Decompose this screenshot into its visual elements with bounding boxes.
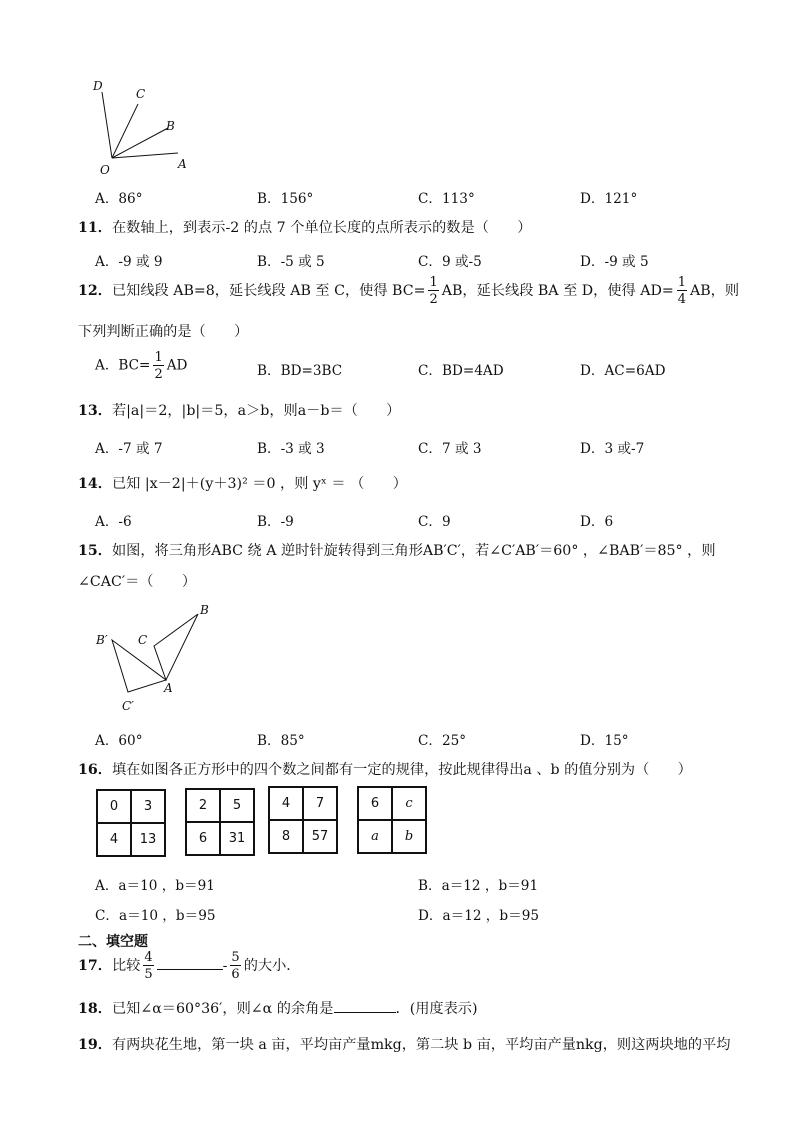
number-square-4 bbox=[357, 786, 427, 854]
cell: 0 bbox=[97, 790, 131, 823]
q16-option-b[interactable]: B．a＝12 ，b＝91 bbox=[418, 878, 539, 894]
q14-option-d[interactable]: D．6 bbox=[580, 514, 614, 530]
q12-text-2: AB，延长线段 BA 至 D，使得 AD= bbox=[441, 283, 674, 299]
q12-option-c[interactable]: C．BD=4AD bbox=[418, 363, 504, 379]
q12-line2: 下列判断正确的是（ ） bbox=[78, 324, 249, 340]
section-title: 二、填空题 bbox=[78, 934, 148, 950]
cell: a bbox=[358, 820, 392, 853]
cell: 57 bbox=[303, 820, 337, 853]
q16-stem bbox=[78, 759, 692, 779]
cell: 6 bbox=[186, 822, 220, 855]
q17-number: 17． bbox=[78, 958, 112, 974]
q13-stem bbox=[78, 400, 400, 420]
q19-text: 有两块花生地，第一块 a 亩，平均亩产量mkg，第二块 b 亩，平均亩产量nkg，则这两块地的平均 bbox=[111, 1037, 731, 1053]
angle-figure bbox=[90, 76, 200, 178]
cell: 7 bbox=[303, 787, 337, 820]
q18-text-1: 已知∠α＝60°36′，则∠α 的余角是 bbox=[111, 1001, 334, 1017]
label-c-prime: C′ bbox=[122, 699, 134, 713]
q15-option-c[interactable]: C．25° bbox=[418, 733, 467, 749]
q18-text-2: ．(用度表示) bbox=[395, 1001, 478, 1017]
label-b-prime: B′ bbox=[96, 633, 108, 647]
cell: 4 bbox=[269, 787, 303, 820]
q16-text: 填在如图各正方形中的四个数之间都有一定的规律，按此规律得出a 、b 的值分别为（ ） bbox=[111, 762, 692, 778]
q17-fraction-2: $\frac{5}{6}$ bbox=[231, 950, 240, 982]
q11-option-c[interactable]: C．9 或-5 bbox=[418, 254, 482, 270]
label-c: C bbox=[138, 633, 148, 647]
label-b: B bbox=[200, 603, 209, 617]
q12-option-a[interactable]: A．BC= $\frac{1}{2}$ AD bbox=[95, 350, 188, 382]
q18-number: 18． bbox=[78, 1001, 112, 1017]
cell: 13 bbox=[131, 823, 165, 856]
q10-option-c[interactable]: C．113° bbox=[418, 191, 475, 207]
cell: 6 bbox=[358, 787, 392, 820]
q10-option-a[interactable]: A．86° bbox=[95, 191, 143, 207]
q15-option-b[interactable]: B．85° bbox=[257, 733, 305, 749]
q16-option-c[interactable]: C．a＝10 ，b＝95 bbox=[95, 908, 216, 924]
q15-stem bbox=[78, 540, 716, 560]
q12-option-d[interactable]: D．AC=6AD bbox=[580, 363, 666, 379]
q18-stem bbox=[78, 998, 478, 1018]
q15-number: 15． bbox=[78, 543, 112, 559]
cell: 3 bbox=[131, 790, 165, 823]
q14-option-c[interactable]: C．9 bbox=[418, 514, 451, 530]
q11-option-d[interactable]: D．-9 或 5 bbox=[580, 254, 649, 270]
q19-stem bbox=[78, 1034, 730, 1054]
q13-option-b[interactable]: B．-3 或 3 bbox=[257, 441, 325, 457]
q10-option-d[interactable]: D．121° bbox=[580, 191, 638, 207]
q13-option-a[interactable]: A．-7 或 7 bbox=[95, 441, 163, 457]
q14-stem bbox=[78, 473, 407, 493]
q17-text-1: 比较 bbox=[111, 958, 141, 974]
q13-option-d[interactable]: D．3 或-7 bbox=[580, 441, 645, 457]
q12-option-b[interactable]: B．BD=3BC bbox=[257, 363, 343, 379]
cell: 2 bbox=[186, 789, 220, 822]
cell: 4 bbox=[97, 823, 131, 856]
label-d: D bbox=[93, 79, 103, 93]
label-c: C bbox=[136, 87, 146, 101]
q12-number: 12． bbox=[78, 283, 112, 299]
number-square-3 bbox=[268, 786, 338, 854]
q17-answer-blank[interactable] bbox=[157, 955, 223, 970]
cell: 31 bbox=[220, 822, 254, 855]
q19-number: 19． bbox=[78, 1037, 112, 1053]
q17-fraction-1: $\frac{4}{5}$ bbox=[144, 950, 153, 982]
q12-fraction-2: $\frac{1}{4}$ bbox=[677, 275, 687, 307]
cell: 5 bbox=[220, 789, 254, 822]
q11-option-a[interactable]: A．-9 或 9 bbox=[95, 254, 163, 270]
q15-option-d[interactable]: D．15° bbox=[580, 733, 629, 749]
q16-option-d[interactable]: D．a＝12 ，b＝95 bbox=[418, 908, 539, 924]
q13-number: 13． bbox=[78, 403, 112, 419]
q14-text: 已知 |x－2|＋(y＋3)² ＝0 ，则 yˣ ＝ （ ） bbox=[111, 476, 407, 492]
q15-line2: ∠CAC′＝（ ） bbox=[78, 574, 197, 590]
q15-text: 如图，将三角形ABC 绕 A 逆时针旋转得到三角形AB′C′，若∠C′AB′＝60° ，∠BAB′＝85° ，则 bbox=[111, 543, 716, 559]
q14-option-a[interactable]: A．-6 bbox=[95, 514, 132, 530]
label-a: A bbox=[178, 157, 187, 171]
q11-number: 11． bbox=[78, 220, 112, 236]
q13-text: 若|a|＝2，|b|＝5，a＞b，则a－b＝（ ） bbox=[111, 403, 401, 419]
number-square-1 bbox=[96, 789, 166, 857]
q11-option-b[interactable]: B．-5 或 5 bbox=[257, 254, 325, 270]
q16-number: 16． bbox=[78, 762, 112, 778]
q17-minus: - bbox=[222, 958, 228, 974]
cell: b bbox=[392, 820, 426, 853]
q11-text: 在数轴上，到表示-2 的点 7 个单位长度的点所表示的数是（ ） bbox=[111, 220, 532, 236]
q11-stem bbox=[78, 217, 531, 237]
ray-oa bbox=[112, 153, 178, 158]
cell: 8 bbox=[269, 820, 303, 853]
cell: c bbox=[392, 787, 426, 820]
q12-text-3: AB，则 bbox=[690, 283, 740, 299]
q15-option-a[interactable]: A．60° bbox=[95, 733, 143, 749]
q10-option-b[interactable]: B．156° bbox=[257, 191, 314, 207]
ray-od bbox=[102, 92, 112, 158]
q14-number: 14． bbox=[78, 476, 112, 492]
triangle-ab1c1 bbox=[112, 640, 166, 692]
label-o: O bbox=[100, 163, 110, 177]
q12-fraction-1: $\frac{1}{2}$ bbox=[429, 275, 438, 307]
triangle-abc bbox=[154, 614, 198, 680]
q17-text-2: 的大小． bbox=[243, 958, 301, 974]
label-b: B bbox=[166, 119, 175, 133]
q13-option-c[interactable]: C．7 或 3 bbox=[418, 441, 482, 457]
q12-text-1: 已知线段 AB=8，延长线段 AB 至 C，使得 BC= bbox=[111, 283, 426, 299]
triangle-figure bbox=[92, 600, 222, 720]
q17-stem bbox=[78, 951, 300, 981]
q18-answer-blank[interactable] bbox=[334, 998, 396, 1013]
ray-oc bbox=[112, 104, 138, 158]
ray-ob bbox=[112, 128, 168, 158]
q12-stem bbox=[78, 276, 739, 306]
q14-option-b[interactable]: B．-9 bbox=[257, 514, 294, 530]
number-square-2 bbox=[185, 788, 255, 856]
label-a: A bbox=[164, 681, 173, 695]
q16-option-a[interactable]: A．a＝10 ，b＝91 bbox=[95, 878, 215, 894]
